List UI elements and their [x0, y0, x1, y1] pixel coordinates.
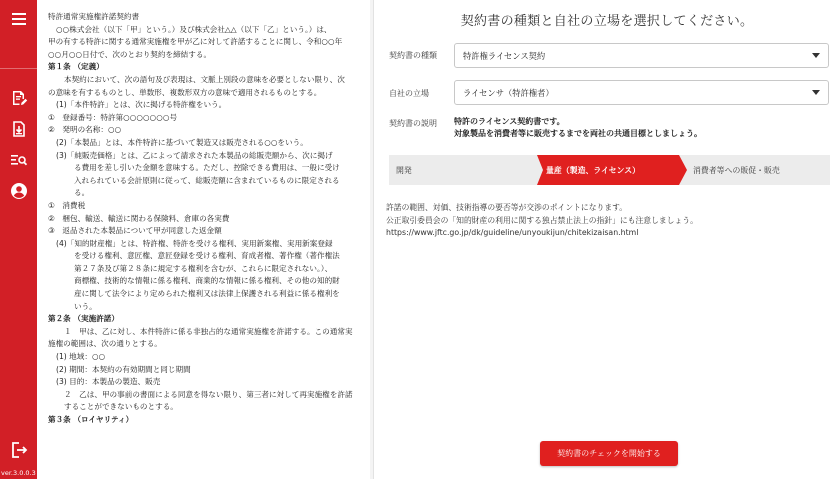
description-label: 契約書の説明 — [389, 119, 437, 128]
document-edit-icon[interactable] — [9, 88, 28, 107]
logout-icon[interactable] — [9, 440, 28, 459]
document-line: の意味を有するものとし、単数形、複数形双方の意味で適用されるものとする。 — [48, 87, 322, 97]
panel-title: 契約書の種類と自社の立場を選択してください。 — [460, 14, 754, 29]
document-line: 特許通常実施権許諾契約書 — [48, 12, 140, 21]
contract-description — [454, 116, 702, 140]
contract-document[interactable] — [37, 0, 370, 479]
document-line: を受ける権利、意匠権、意匠登録を受ける権利、育成者権、著作権（著作権法 — [74, 251, 340, 261]
guidance-notes — [386, 202, 698, 240]
contract-type-select[interactable] — [454, 43, 829, 68]
document-line: ① 消費税 — [48, 200, 86, 210]
guideline-link[interactable]: https://www.jftc.go.jp/dk/guideline/unyoukijun/chitekizaisan.html — [386, 228, 639, 237]
version-label: ver.3.0.0.3 — [1, 469, 36, 477]
contract-type-value: 特許権ライセンス契約 — [463, 50, 546, 61]
document-line: 商標権、技術的な情報に係る権利、商業的な情報に係る権利、その他の知的財 — [74, 276, 340, 286]
description-line-2: 対象製品を消費者等に販売するまでを両社の共通目標としましょう。 — [454, 129, 702, 138]
document-line: (2)「本製品」とは、本件特許に基づいて製造又は販売される○○をいう。 — [56, 137, 308, 147]
position-select[interactable] — [454, 80, 829, 105]
chevron-down-icon — [812, 90, 820, 95]
document-line: (2) 期間：本契約の有効期間と同じ期間 — [56, 364, 191, 374]
document-line: (1)「本件特許」とは、次に掲げる特許権をいう。 — [56, 100, 227, 110]
document-line: いう。 — [74, 301, 97, 311]
document-line: ○○月○○日付で、次のとおり契約を締結する。 — [48, 49, 212, 59]
document-line: １ 甲は、乙に対し、本件特許に係る非独占的な通常実施権を許諾する。この通常実 — [64, 326, 353, 336]
document-line: る。 — [74, 188, 90, 198]
rail-divider — [0, 68, 37, 69]
article-heading: 第１条 （定義） — [48, 62, 104, 72]
document-line: ③ 返品された本製品について甲が同意した返金額 — [48, 226, 222, 236]
search-list-icon[interactable] — [9, 150, 28, 169]
phase-sales: 消費者等への販促・販売 — [693, 165, 780, 175]
position-value: ライセンサ（特許権者） — [463, 87, 554, 98]
description-line-1: 特許のライセンス契約書です。 — [454, 117, 565, 126]
document-line: 施権の範囲は、次の通りとする。 — [48, 339, 162, 349]
chevron-down-icon — [812, 53, 820, 58]
document-line: ２ 乙は、甲の事前の書面による同意を得ない限り、第三者に対して再実施権を許諾 — [64, 389, 353, 399]
document-line: (3)「純販売価格」とは、乙によって請求された本製品の総販売額から、次に掲げ — [56, 150, 333, 160]
side-rail — [0, 0, 37, 479]
document-line: 産に関して法令により定められた権利又は法律上保護される利益に係る権利を — [74, 289, 340, 299]
article-heading: 第２条 （実施許諾） — [48, 314, 119, 324]
phase-mass-production-label: 量産（製造、ライセンス） — [546, 165, 640, 175]
document-line: 第２７条及び第２８条に規定する権利を含むが、これらに限定されない。）、 — [74, 263, 333, 273]
document-line: (4)「知的財産権」とは、特許権、特許を受ける権利、実用新案権、実用新案登録 — [56, 238, 333, 248]
contract-type-label: 契約書の種類 — [389, 51, 437, 60]
note-line: 許諾の範囲、対価、技術指導の要否等が交渉のポイントになります。 — [386, 203, 628, 212]
menu-icon[interactable] — [9, 9, 28, 28]
document-line: 入れられている会計原則に従って、総販売額に含まれているものに限定される — [74, 175, 340, 185]
article-heading: 第３条 （ロイヤリティ） — [48, 415, 134, 424]
document-line: る費用を差し引いた金額を意味する。ただし、控除できる費用は、一般に受け — [74, 163, 340, 173]
settings-panel — [374, 0, 840, 479]
document-line: 本契約において、次の語句及び表現は、文脈上別段の意味を必要としない限り、次 — [64, 74, 345, 84]
document-line: ② 発明の名称：○○ — [48, 125, 122, 135]
phase-development: 開発 — [396, 165, 412, 175]
phase-flow — [389, 155, 830, 185]
document-line: (3) 目的：本製品の製造、販売 — [56, 377, 161, 387]
phase-mass-production — [537, 155, 687, 185]
document-line: 甲の有する特許に関する通常実施権を甲が乙に対して許諾することに関し、令和○○年 — [48, 37, 343, 47]
document-line: することができないものとする。 — [64, 402, 178, 412]
note-line: 公正取引委員会の「知的財産の利用に関する独占禁止法上の指針」にも注意しましょう。 — [386, 215, 698, 225]
document-line: ① 登録番号：特許第○○○○○○○号 — [48, 112, 178, 122]
document-line: ② 梱包、輸送、輸送に関わる保険料、倉庫の各実費 — [48, 213, 230, 223]
document-download-icon[interactable] — [9, 119, 28, 138]
start-check-button[interactable]: 契約書のチェックを開始する — [540, 441, 678, 466]
position-label: 自社の立場 — [389, 89, 429, 98]
account-icon[interactable] — [9, 181, 28, 200]
document-line: (1) 地域：○○ — [56, 352, 106, 362]
document-line: ○○株式会社（以下「甲」という。）及び株式会社△△（以下「乙」という。）は、 — [56, 24, 332, 34]
